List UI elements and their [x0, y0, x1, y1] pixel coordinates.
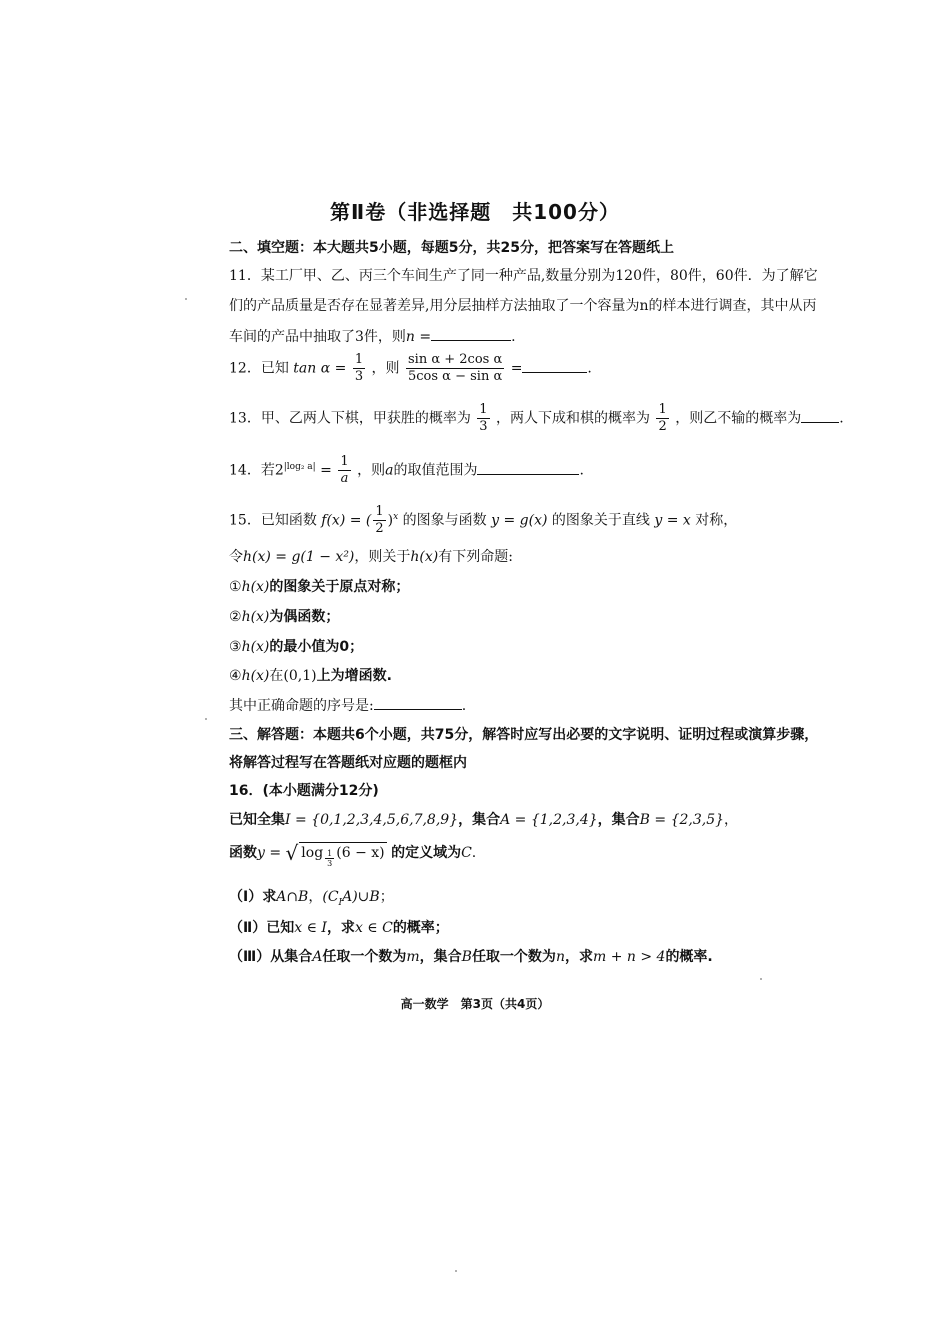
q14-line: [229, 454, 584, 487]
section2-heading: 二、填空题：本大题共5小题，每题5分，共25分，把答案写在答题纸上: [229, 240, 674, 256]
q13-text-c: ，则乙不输的概率为: [675, 410, 802, 427]
q15-line1: [229, 504, 737, 537]
q16-line1: [229, 810, 738, 830]
q16-s3-b: 任取一个数为: [322, 949, 407, 965]
q16-s3-B: B: [461, 949, 472, 965]
q15-hx: h(x): [410, 549, 439, 565]
q15-fx-exp: x: [393, 511, 399, 522]
q14-var: a: [385, 462, 394, 479]
q12-mid: ，则: [371, 360, 400, 377]
q15-prop2-text: 为偶函数；: [269, 609, 340, 625]
q16-s2-mid: ，求: [326, 920, 355, 936]
q15-prop3: [229, 637, 363, 657]
q16-s3-e: ，求: [564, 949, 593, 965]
q16-s1-expr3: A)∪B: [342, 889, 380, 905]
q12-expr: [406, 352, 504, 385]
q16-s2-end: 的概率；: [392, 920, 449, 936]
q11-var-n: n =: [405, 329, 432, 345]
q15-prop4-mid: 在: [269, 668, 284, 684]
q16-title: 16．(本小题满分12分): [229, 783, 379, 799]
q16-s3-c: ，集合: [419, 949, 462, 965]
q15-prop1-num: ①: [229, 579, 242, 595]
q11-line2: 们的产品质量是否存在显著差异,用分层抽样方法抽取了一个容量为n的样本进行调查，其中从丙: [229, 298, 817, 314]
q15-prop3-text: 的最小值为0；: [269, 639, 364, 655]
q13-frac2: [656, 402, 668, 435]
q15-line2: [229, 547, 513, 567]
q16-s1-expr2: (C: [322, 889, 339, 905]
q13-frac1-den: 3: [479, 419, 488, 434]
q15-prop2-num: ②: [229, 609, 242, 625]
q13-frac2-den: 2: [658, 419, 667, 434]
section3-heading2: 将解答过程写在答题纸对应题的题框内: [229, 755, 467, 771]
q15-prop4-num: ④: [229, 668, 242, 684]
q15-prop1: [229, 577, 409, 597]
scan-speck: [455, 1270, 457, 1272]
q15-l2-a: 令: [229, 549, 243, 565]
q15-prop4-hx: h(x): [241, 668, 270, 684]
q16-setI: I = {0,1,2,3,4,5,6,7,8,9}: [285, 812, 459, 828]
q16-s3-end: 的概率.: [665, 949, 713, 965]
q16-line2: [229, 842, 476, 869]
q16-l2-end: .: [471, 845, 477, 861]
q13-text-b: ，两人下成和棋的概率为: [496, 410, 651, 427]
q14-text-a: 14．若: [229, 462, 275, 479]
q12-expr-num: sin α + 2cos α: [408, 352, 503, 367]
q16-log: log: [301, 845, 324, 861]
q16-sqrt-body: [299, 842, 386, 869]
q15-prop1-hx: h(x): [241, 579, 270, 595]
q16-part3: [229, 947, 713, 967]
q16-C: C: [461, 845, 472, 861]
q16-l1-d: ，: [724, 812, 739, 828]
q13-text-a: 13．甲、乙两人下棋，甲获胜的概率为: [229, 410, 471, 427]
q14-end: .: [579, 462, 584, 479]
q16-log-arg: (6 − x): [336, 845, 385, 861]
page-footer: 高一数学 第3页（共4页）: [400, 997, 550, 1011]
q12-line: [229, 352, 592, 385]
q13-end: .: [839, 410, 844, 427]
q14-text-c: 的取值范围为: [393, 462, 478, 479]
q15-prop2: [229, 607, 339, 627]
q15-answer-label: 其中正确命题的序号是:: [229, 698, 374, 714]
q15-frac: [373, 504, 385, 537]
q15-text-c: 的图象关于直线: [551, 512, 650, 529]
q16-setA: A = {1,2,3,4}: [500, 812, 598, 828]
q14-base: 2: [274, 462, 284, 479]
q16-s3-n: n: [555, 949, 565, 965]
q15-frac-den: 2: [375, 521, 384, 536]
q11-line3: [229, 326, 516, 347]
q15-answer-end: .: [461, 698, 467, 714]
q12-expr-den: 5cos α − sin α: [408, 369, 503, 384]
q16-s1-sep: ，: [308, 889, 323, 905]
q11-end: .: [511, 329, 516, 345]
q12-frac-num: 1: [354, 352, 364, 367]
q16-s1-label: （Ⅰ）求: [229, 889, 277, 905]
q16-part2: [229, 918, 449, 938]
q16-y: y =: [257, 845, 282, 861]
q15-answer-line: [229, 695, 466, 716]
q16-log-base: [325, 849, 334, 868]
q12-answer-blank[interactable]: [522, 358, 587, 373]
q15-text-d: 对称，: [695, 512, 738, 529]
q15-prop4-text: 上为增函数.: [316, 668, 392, 684]
q15-frac-num: 1: [375, 504, 384, 519]
q16-l1-b: ，集合: [458, 812, 501, 828]
q12-frac-den: 3: [354, 369, 364, 384]
q16-s3-A: A: [312, 949, 323, 965]
q12-prefix: 12．已知: [229, 360, 289, 377]
scan-speck: [760, 978, 762, 980]
q15-fx-end: ): [387, 512, 394, 529]
q15-l2-b: ，则关于: [354, 549, 411, 565]
q13-frac2-num: 1: [658, 402, 667, 417]
scan-speck: [205, 718, 207, 720]
q14-frac-den: a: [340, 471, 349, 486]
q15-l2-c: 有下列命题:: [438, 549, 513, 565]
q16-s3-m: m: [406, 949, 420, 965]
q15-prop2-hx: h(x): [241, 609, 270, 625]
q15-text-b: 的图象与函数: [402, 512, 487, 529]
q16-s2-expr1: x ∈ I: [294, 920, 327, 936]
q13-line: [229, 402, 844, 435]
q15-prop3-num: ③: [229, 639, 242, 655]
q15-line-yx: y = x: [654, 512, 691, 529]
q11-line1: 11．某工厂甲、乙、丙三个车间生产了同一种产品,数量分别为120件，80件，60件．为了解它: [229, 268, 818, 284]
q14-text-b: ，则: [357, 462, 386, 479]
q15-prop3-hx: h(x): [241, 639, 270, 655]
q15-prop1-text: 的图象关于原点对称；: [269, 579, 410, 595]
q16-l1-a: 已知全集: [229, 812, 285, 828]
q13-answer-blank[interactable]: [801, 408, 839, 423]
q13-frac1: [477, 402, 489, 435]
q16-s3-d: 任取一个数为: [471, 949, 556, 965]
q16-log-base-den: 3: [327, 858, 333, 868]
q14-answer-blank[interactable]: [477, 460, 579, 475]
q11-answer-blank[interactable]: [431, 326, 511, 341]
scan-speck: [185, 298, 187, 300]
q16-s2-expr2: x ∈ C: [354, 920, 393, 936]
q16-l2-b: 的定义域为: [391, 845, 462, 861]
section3-heading1: 三、解答题：本题共6个小题，共75分，解答时应写出必要的文字说明、证明过程或演算步骤，: [229, 727, 819, 743]
q15-prop4: [229, 666, 392, 686]
q14-eq: =: [320, 462, 332, 479]
q16-s2-label: （Ⅱ）已知: [229, 920, 295, 936]
q16-s3-label: （Ⅲ）从集合: [229, 949, 313, 965]
q14-exponent: |log₂ a|: [283, 461, 316, 472]
q15-gx: y = g(x): [491, 512, 548, 529]
q15-answer-blank[interactable]: [374, 695, 462, 710]
q15-fx: f(x) = (: [321, 512, 372, 529]
q12-tan: tan α =: [293, 360, 347, 377]
q11-line3-text: 车间的产品中抽取了3件，则: [229, 329, 406, 345]
q16-s1-sub: I: [338, 897, 343, 908]
sqrt-icon: √: [285, 841, 299, 865]
q12-end: .: [587, 360, 592, 377]
q15-hx-def: h(x) = g(1 − x²): [243, 549, 355, 565]
q16-s3-expr: m + n > 4: [592, 949, 666, 965]
q16-s1-end: ；: [379, 889, 394, 905]
q16-setB: B = {2,3,5}: [639, 812, 725, 828]
q16-l1-c: ，集合: [597, 812, 640, 828]
q16-part1: [229, 887, 394, 913]
q15-prop4-interval: (0,1): [283, 668, 317, 684]
q12-frac: [353, 352, 365, 385]
q16-log-base-num: 1: [327, 848, 333, 858]
page-title: 第Ⅱ卷（非选择题 共100分）: [330, 200, 620, 224]
q16-s1-expr1: A∩B: [276, 889, 309, 905]
q15-text-a: 15．已知函数: [229, 512, 317, 529]
q14-frac: [338, 454, 350, 487]
q14-frac-num: 1: [340, 454, 349, 469]
q12-eq: =: [510, 360, 523, 377]
q13-frac1-num: 1: [479, 402, 488, 417]
q16-l2-a: 函数: [229, 845, 257, 861]
